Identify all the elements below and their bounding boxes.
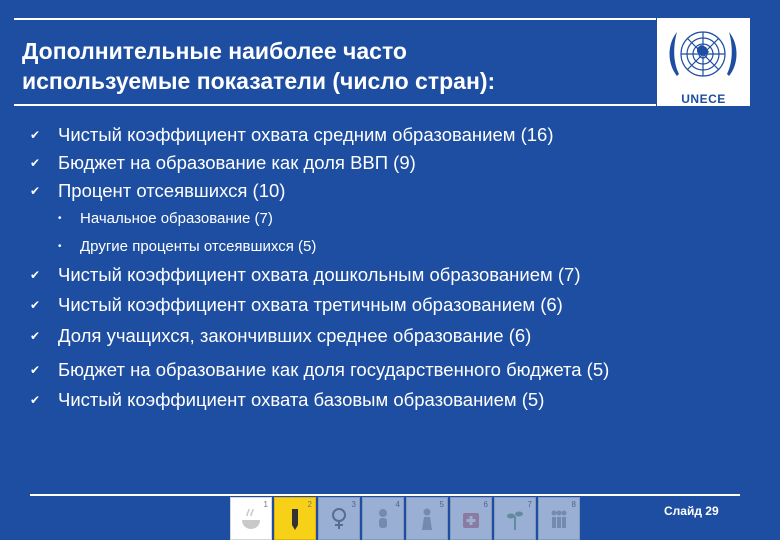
- check-bullet-icon: ✔: [30, 363, 41, 377]
- check-bullet-icon: ✔: [30, 298, 41, 312]
- bowl-icon: [239, 506, 263, 532]
- unece-label: UNECE: [681, 92, 726, 106]
- mother-icon: [415, 506, 439, 532]
- list-item: [30, 359, 609, 381]
- goal-number: 1: [263, 500, 268, 509]
- gender-icon: [327, 506, 351, 532]
- check-bullet-icon: ✔: [30, 128, 41, 142]
- dot-bullet-icon: •: [58, 241, 62, 252]
- dot-bullet-icon: •: [58, 213, 62, 224]
- goal-number: 2: [307, 500, 312, 509]
- list-item: [30, 325, 531, 347]
- goal-number: 6: [483, 500, 488, 509]
- list-item-text: Бюджет на образование как доля государственного бюджета (5): [58, 359, 610, 380]
- list-item: [30, 180, 285, 202]
- goal-tile-1: [230, 497, 272, 540]
- sub-list-item: [58, 237, 316, 257]
- check-bullet-icon: ✔: [30, 268, 41, 282]
- check-bullet-icon: ✔: [30, 184, 41, 198]
- list-item-text: Бюджет на образование как доля ВВП (9): [58, 152, 416, 173]
- child-icon: [371, 506, 395, 532]
- goal-tile-5: [406, 497, 448, 540]
- unece-logo: [657, 18, 750, 106]
- list-item-text: Процент отсеявшихся (10): [58, 180, 286, 201]
- plant-icon: [503, 506, 527, 532]
- check-bullet-icon: ✔: [30, 156, 41, 170]
- list-item: [30, 264, 581, 286]
- check-bullet-icon: ✔: [30, 393, 41, 407]
- goal-tile-2: [274, 497, 316, 540]
- goal-number: 3: [351, 500, 356, 509]
- list-item: [30, 124, 554, 146]
- list-item: [30, 152, 416, 174]
- goal-tile-8: [538, 497, 580, 540]
- sub-item-text: Начальное образование (7): [80, 210, 273, 227]
- slide-number: Слайд 29: [664, 504, 719, 518]
- medical-kit-icon: [459, 506, 483, 532]
- sub-item-text: Другие проценты отсеявшихся (5): [80, 238, 317, 255]
- goal-tile-6: [450, 497, 492, 540]
- list-item-text: Чистый коэффициент охвата третичным образованием (6): [58, 294, 563, 315]
- list-item: [30, 294, 563, 316]
- title-divider: [14, 104, 656, 106]
- un-emblem-icon: [657, 18, 750, 93]
- list-item-text: Чистый коэффициент охвата средним образованием (16): [58, 124, 554, 145]
- goal-tile-3: [318, 497, 360, 540]
- sub-list-item: [58, 209, 273, 229]
- goal-number: 5: [439, 500, 444, 509]
- title-line-2: используемые показатели (число стран):: [22, 68, 496, 94]
- list-item-text: Чистый коэффициент охвата базовым образованием (5): [58, 389, 545, 410]
- top-divider: [14, 18, 656, 20]
- goal-number: 7: [527, 500, 532, 509]
- list-item: [30, 389, 544, 411]
- mdg-goal-strip: [230, 497, 582, 540]
- goal-number: 4: [395, 500, 400, 509]
- footer-divider: [30, 494, 740, 496]
- list-item-text: Доля учащихся, закончивших среднее образование (6): [58, 325, 532, 346]
- goal-tile-7: [494, 497, 536, 540]
- goal-number: 8: [571, 500, 576, 509]
- goal-tile-4: [362, 497, 404, 540]
- check-bullet-icon: ✔: [30, 329, 41, 343]
- slide-title: [22, 36, 662, 96]
- pencil-icon: [283, 506, 307, 532]
- list-item-text: Чистый коэффициент охвата дошкольным образованием (7): [58, 264, 581, 285]
- title-line-1: Дополнительные наиболее часто: [22, 38, 407, 64]
- partnership-icon: [547, 506, 571, 532]
